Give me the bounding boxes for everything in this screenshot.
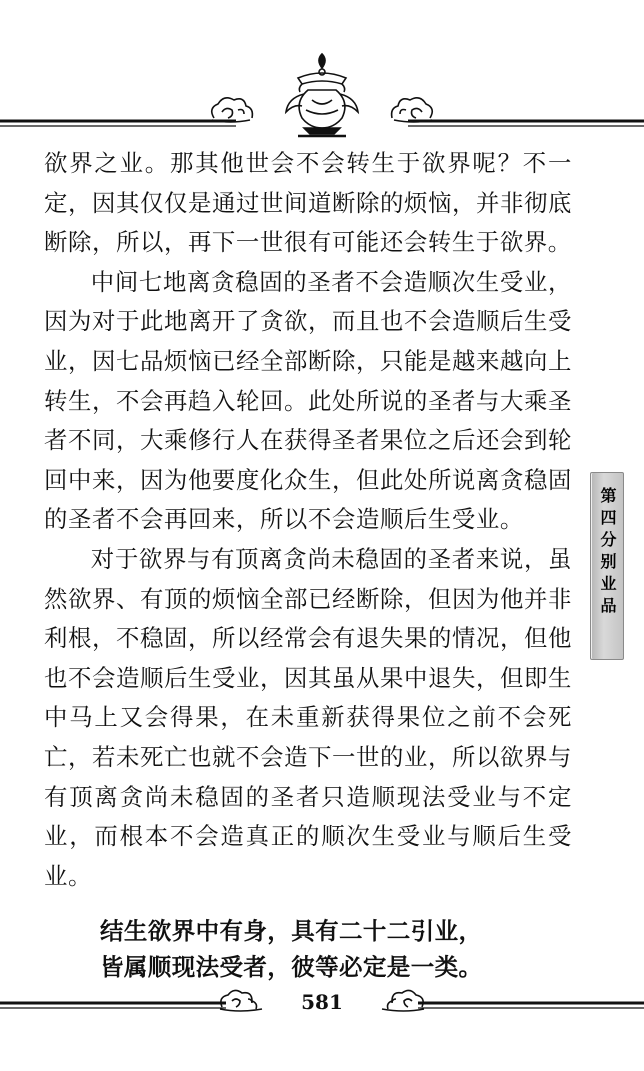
chapter-side-tab-label: 第四分别业品 xyxy=(598,487,617,619)
header-ornament-graphic xyxy=(0,50,644,140)
body-text xyxy=(44,144,572,896)
footer-rule-right xyxy=(418,1003,644,1008)
paragraph-2: 中间七地离贪稳固的圣者不会造顺次生受业，因为对于此地离开了贪欲，而且也不会造顺后生受业，因七品烦恼已经全部断除，只能是越来越向上转生，不会再趋入轮回。此处所说的圣者与大乘圣者不同，大乘修行人在获得圣者果位之后还会到轮回中来，因为他要度化众生，但此处所说离贪稳固的圣者不会再回来，所以不会造顺后生受业。 xyxy=(44,267,572,534)
page-number: 581 xyxy=(301,990,343,1014)
auspicious-cloud-icon xyxy=(220,990,262,1011)
header-rule-left xyxy=(0,121,236,126)
auspicious-cloud-icon xyxy=(382,990,424,1011)
verse-block xyxy=(100,914,560,985)
auspicious-cloud-icon xyxy=(212,98,253,122)
verse-line-2: 皆属顺现法受者，彼等必定是一类。 xyxy=(100,952,483,981)
footer-rule-left xyxy=(0,1003,226,1008)
header-rule-right xyxy=(408,121,644,126)
paragraph-1: 欲界之业。那其他世会不会转生于欲界呢？不一定，因其仅仅是通过世间道断除的烦恼，并非彻底断除，所以，再下一世很有可能还会转生于欲界。 xyxy=(44,149,572,257)
dharma-treasure-vase-icon xyxy=(286,54,358,136)
page-header-ornament xyxy=(0,50,644,140)
page-footer xyxy=(0,985,644,1019)
chapter-side-tab xyxy=(590,472,624,660)
verse-line-1: 结生欲界中有身，具有二十二引业， xyxy=(100,917,483,945)
paragraph-3: 对于欲界与有顶离贪尚未稳固的圣者来说，虽然欲界、有顶的烦恼全部已经断除，但因为他并非利根，不稳固，所以经常会有退失果的情况，但他也不会造顺后生受业，因其虽从果中退失，但即生中马上又会得果，在未重新获得果位之前不会死亡，若未死亡也就不会造下一世的业，所以欲界与有顶离贪尚未稳固的圣者只造顺现法受业与不定业，而根本不会造真正的顺次生受业与顺后生受业。 xyxy=(44,544,572,890)
auspicious-cloud-icon xyxy=(392,98,433,122)
